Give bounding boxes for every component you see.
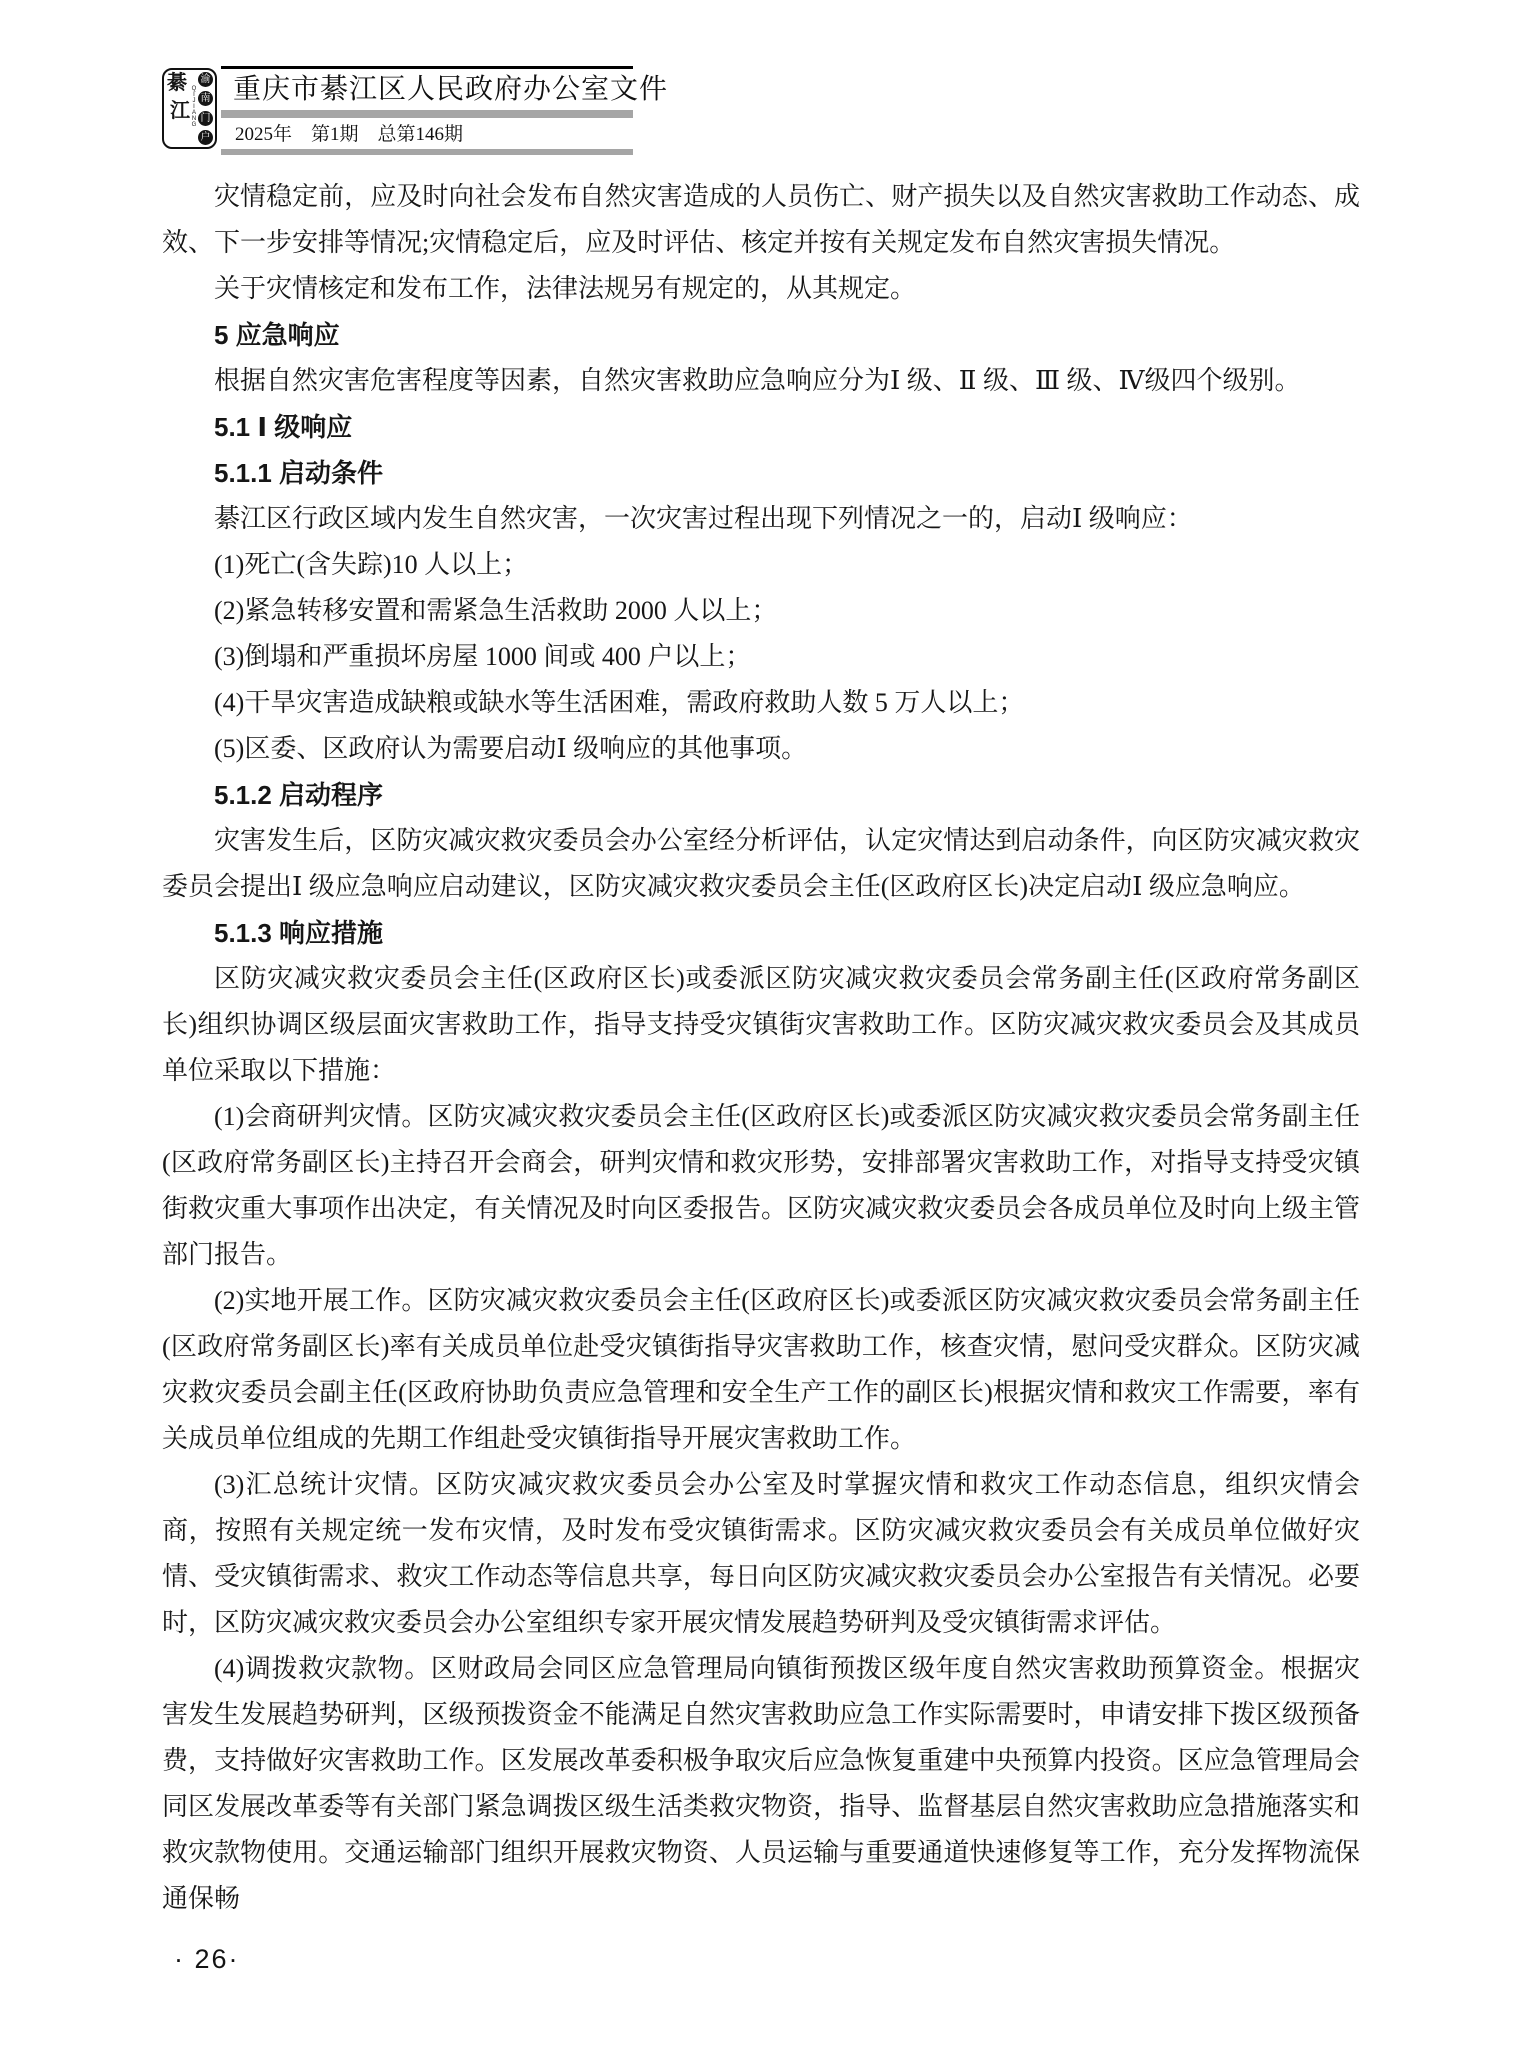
seal-icon: 户 <box>198 130 213 145</box>
list-item: (5)区委、区政府认为需要启动Ⅰ 级响应的其他事项。 <box>214 734 808 763</box>
logo-char-qi: 綦 <box>167 72 187 94</box>
masthead-gray-bar-bottom <box>221 149 633 155</box>
paragraph: 根据自然灾害危害程度等因素，自然灾害救助应急响应分为Ⅰ 级、Ⅱ 级、Ⅲ 级、Ⅳ级四个级别。 <box>214 366 1301 395</box>
paragraph: (3)汇总统计灾情。区防灾减灾救灾委员会办公室及时掌握灾情和救灾工作动态信息，组织灾情会商，按照有关规定统一发布灾情，及时发布受灾镇街需求。区防灾减灾救灾委员会有关成员单位做好灾情、受灾镇街需求、救灾工作动态等信息共享，每日向区防灾减灾救灾委员会办公室报告有关情况。必要时，区防灾减灾救灾委员会办公室组织专家开展灾情发展趋势研判及受灾镇街需求评估。 <box>162 1470 1360 1637</box>
logo-vertical-text: QIJIANG <box>191 86 197 128</box>
list-item: (4)干旱灾害造成缺粮或缺水等生活困难，需政府救助人数 5 万人以上； <box>214 688 1025 717</box>
qijiang-logo <box>162 68 217 149</box>
paragraph: 区防灾减灾救灾委员会主任(区政府区长)或委派区防灾减灾救灾委员会常务副主任(区政府常务副区长)组织协调区级层面灾害救助工作，指导支持受灾镇街灾害救助工作。区防灾减灾救灾委员会及其成员单位采取以下措施： <box>162 964 1360 1085</box>
section-heading: 5.1 Ⅰ 级响应 <box>214 412 353 442</box>
section-heading: 5 应急响应 <box>214 320 340 350</box>
section-heading: 5.1.3 响应措施 <box>214 918 384 948</box>
seal-icon: 渝 <box>198 72 213 87</box>
paragraph: 灾害发生后，区防灾减灾救灾委员会办公室经分析评估，认定灾情达到启动条件，向区防灾减灾救灾委员会提出Ⅰ 级应急响应启动建议，区防灾减灾救灾委员会主任(区政府区长)决定启动Ⅰ 级应急响应。 <box>162 826 1360 901</box>
list-item: (2)紧急转移安置和需紧急生活救助 2000 人以上； <box>214 596 778 625</box>
logo-calligraphy <box>167 72 190 145</box>
paragraph: (2)实地开展工作。区防灾减灾救灾委员会主任(区政府区长)或委派区防灾减灾救灾委员会常务副主任(区政府常务副区长)率有关成员单位赴受灾镇街指导灾害救助工作，核查灾情，慰问受灾群众。区防灾减灾救灾委员会副主任(区政府协助负责应急管理和安全生产工作的副区长)根据灾情和救灾工作需要，率有关成员单位组成的先期工作组赴受灾镇街指导开展灾害救助工作。 <box>162 1286 1360 1453</box>
document-body <box>162 174 1360 1922</box>
list-item: (1)死亡(含失踪)10 人以上； <box>214 550 529 579</box>
section-heading: 5.1.1 启动条件 <box>214 458 384 488</box>
paragraph: (4)调拨救灾款物。区财政局会同区应急管理局向镇街预拨区级年度自然灾害救助预算资金。根据灾害发生发展趋势研判，区级预拨资金不能满足自然灾害救助应急工作实际需要时，申请安排下拨区级预备费，支持做好灾害救助工作。区发展改革委积极争取灾后应急恢复重建中央预算内投资。区应急管理局会同区发展改革委等有关部门紧急调拨区级生活类救灾物资，指导、监督基层自然灾害救助应急措施落实和救灾款物使用。交通运输部门组织开展救灾物资、人员运输与重要通道快速修复等工作，充分发挥物流保通保畅 <box>162 1654 1360 1913</box>
masthead-title-block <box>221 66 669 155</box>
logo-seal-column <box>198 72 213 145</box>
logo-char-jiang: 江 <box>170 100 190 122</box>
section-heading: 5.1.2 启动程序 <box>214 780 384 810</box>
issue-info: 2025年 第1期 总第146期 <box>235 124 464 145</box>
list-item: (3)倒塌和严重损坏房屋 1000 间或 400 户以上； <box>214 642 752 671</box>
paragraph: 灾情稳定前，应及时向社会发布自然灾害造成的人员伤亡、财产损失以及自然灾害救助工作动态、成效、下一步安排等情况;灾情稳定后，应及时评估、核定并按有关规定发布自然灾害损失情况。 <box>162 182 1360 257</box>
paragraph: 关于灾情核定和发布工作，法律法规另有规定的，从其规定。 <box>214 274 917 303</box>
masthead <box>162 66 669 155</box>
document-title: 重庆市綦江区人民政府办公室文件 <box>233 74 669 105</box>
paragraph: (1)会商研判灾情。区防灾减灾救灾委员会主任(区政府区长)或委派区防灾减灾救灾委员会常务副主任(区政府常务副区长)主持召开会商会，研判灾情和救灾形势，安排部署灾害救助工作，对指导支持受灾镇街救灾重大事项作出决定，有关情况及时向区委报告。区防灾减灾救灾委员会各成员单位及时向上级主管部门报告。 <box>162 1102 1360 1269</box>
seal-icon: 南 <box>198 91 213 106</box>
masthead-gray-bar <box>221 110 633 118</box>
seal-icon: 门 <box>198 111 213 126</box>
paragraph: 綦江区行政区域内发生自然灾害，一次灾害过程出现下列情况之一的，启动Ⅰ 级响应： <box>214 504 1193 533</box>
page-number: · 26· <box>174 1944 240 1974</box>
